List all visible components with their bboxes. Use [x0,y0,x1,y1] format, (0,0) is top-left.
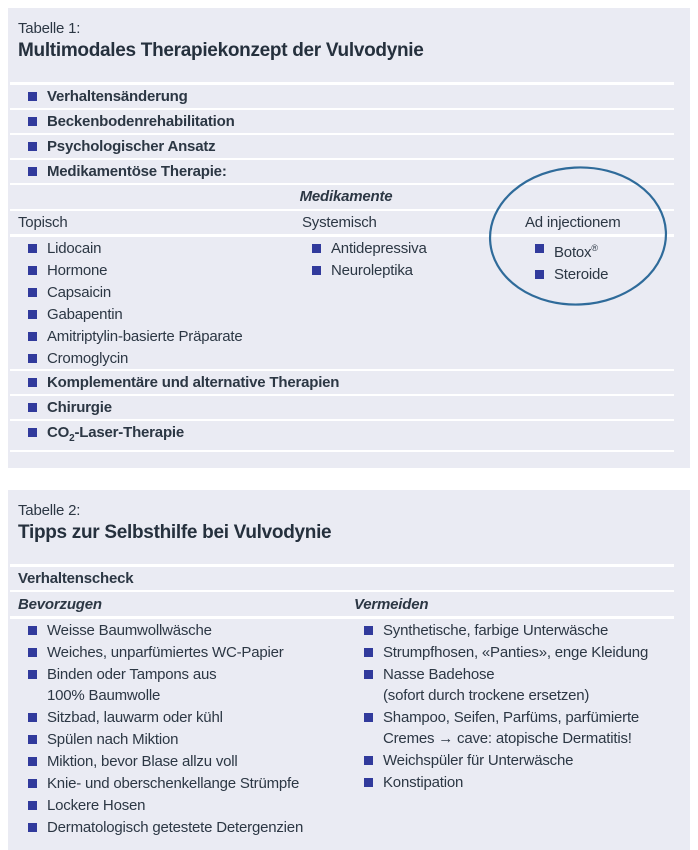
item-label: Lidocain [47,240,102,257]
item-label [383,772,463,793]
item-line1: Shampoo, Seifen, Parfüms, parfümierte [383,709,640,726]
item-label [47,422,184,449]
item-label: Steroide [554,266,609,283]
column-topisch [18,237,302,369]
item-label [383,750,573,771]
medication-columns [18,237,674,369]
table1-label: Tabelle 1: [18,20,81,37]
bullet-icon [312,244,321,253]
bullet-icon [535,270,544,279]
item-label: Psychologischer Ansatz [47,138,216,155]
list-item [18,259,302,281]
item-label [47,620,212,641]
list-item [18,619,354,641]
list-item [302,237,525,259]
item-label [47,795,145,816]
list-item [354,706,674,749]
table1-title: Multimodales Therapiekonzept der Vulvodynie [18,40,424,61]
item-line1: Knie- und oberschenkellange Strümpfe [47,775,300,792]
column-header-row [18,592,674,616]
column-bevorzugen [18,619,354,838]
item-label [47,642,284,663]
item-line1: Sitzbad, lauwarm oder kühl [47,709,223,726]
list-item [18,347,302,369]
column-header-row [18,211,674,234]
co2-post: -Laser-Therapie [74,424,185,441]
bullet-icon [312,266,321,275]
table2-title: Tipps zur Selbsthilfe bei Vulvodynie [18,522,332,543]
item-line2: (sofort durch trockene ersetzen) [383,687,590,704]
item-label [383,707,639,749]
item-line2: Cremes → cave: atopische Dermatitis! [383,730,632,747]
column-header-topisch: Topisch [18,214,68,231]
bullet-icon [28,626,37,635]
list-item [18,728,354,750]
item-label [383,620,608,641]
registered-trademark-symbol: ® [591,243,598,253]
bullet-icon [28,779,37,788]
bullet-icon [28,757,37,766]
bullet-icon [364,756,373,765]
bullet-icon [28,378,37,387]
bullet-icon [28,648,37,657]
column-systemisch [302,237,525,369]
item-label: Komplementäre und alternative Therapien [47,374,340,391]
bullet-icon [28,117,37,126]
item-label [47,664,216,706]
column-ad-injectionem [525,237,674,369]
bullet-icon [28,403,37,412]
item-line1: Konstipation [383,774,464,791]
list-item [18,325,302,347]
list-item [302,259,525,281]
bullet-icon [28,332,37,341]
list-item [525,237,674,263]
column-header-bevorzugen: Bevorzugen [18,596,102,613]
item-label: Medikamentöse Therapie: [47,163,227,180]
item-label: Gabapentin [47,306,123,323]
item-line1: Weiches, unparfümiertes WC-Papier [47,644,284,661]
bullet-icon [28,823,37,832]
bullet-icon [364,778,373,787]
item-label: Antidepressiva [331,240,427,257]
bullet-icon [28,354,37,363]
table1-panel [8,8,690,468]
column-header-ad-injectionem: Ad injectionem [525,214,621,231]
list-item [18,160,674,183]
bullet-icon [364,626,373,635]
item-label: Capsaicin [47,284,112,301]
list-item [18,371,674,394]
bullet-icon [535,244,544,253]
item-label [383,642,648,663]
item-line1: Lockere Hosen [47,797,146,814]
panel-bottom-spacer [18,452,674,456]
list-item [354,641,674,663]
list-item [18,135,674,158]
medication-subheader: Medikamente [299,188,393,205]
item-label [47,707,223,728]
list-item [18,706,354,728]
co2-pre: CO [47,424,70,441]
item-label: Neuroleptika [331,262,413,279]
bullet-icon [28,92,37,101]
item-line2: 100% Baumwolle [47,687,161,704]
list-item [18,85,674,108]
list-item [18,396,674,419]
tips-columns [18,619,674,838]
section-header: Verhaltenscheck [18,570,134,587]
list-item [18,303,302,325]
item-label: Cromoglycin [47,350,129,367]
list-item [18,237,302,259]
item-line1: Binden oder Tampons aus [47,666,217,683]
item-label: Beckenbodenrehabilitation [47,113,235,130]
list-item [354,749,674,771]
bullet-icon [28,167,37,176]
bullet-icon [28,142,37,151]
item-label: Hormone [47,262,108,279]
list-item [525,263,674,285]
list-item [18,110,674,133]
section-header-row [18,567,674,590]
bullet-icon [28,735,37,744]
item-label [47,729,178,750]
item-label [383,664,589,706]
item-label: Amitriptylin-basierte Präparate [47,328,243,345]
item-label [47,773,299,794]
column-header-vermeiden: Vermeiden [354,596,429,613]
bullet-icon [364,670,373,679]
bullet-icon [28,428,37,437]
item-line1: Weisse Baumwollwäsche [47,622,212,639]
list-item [18,641,354,663]
item-label: Chirurgie [47,399,112,416]
list-item [18,816,354,838]
bullet-icon [28,310,37,319]
list-item [354,619,674,641]
bullet-icon [364,648,373,657]
item-line1: Miktion, bevor Blase allzu voll [47,753,238,770]
list-item [18,663,354,706]
document-page [0,8,698,836]
list-item [354,771,674,793]
list-item [18,750,354,772]
table2-label: Tabelle 2: [18,502,81,519]
bullet-icon [28,713,37,722]
co2-subscript: 2 [69,433,75,444]
list-item [18,772,354,794]
item-line1: Synthetische, farbige Unterwäsche [383,622,609,639]
bullet-icon [28,670,37,679]
column-vermeiden [354,619,674,838]
item-line1: Weichspüler für Unterwäsche [383,752,574,769]
column-header-systemisch: Systemisch [302,214,377,231]
list-item [18,281,302,303]
list-item [18,794,354,816]
botox-label: Botox [554,244,592,261]
item-label [47,817,303,838]
item-line1: Nasse Badehose [383,666,495,683]
item-line1: Strumpfhosen, «Panties», enge Kleidung [383,644,649,661]
item-line1: Dermatologisch getestete Detergenzien [47,819,304,836]
bullet-icon [28,244,37,253]
item-label [47,751,238,772]
bullet-icon [28,266,37,275]
item-label [554,238,598,263]
list-item [18,421,674,450]
list-item [354,663,674,706]
bullet-icon [364,713,373,722]
item-line1: Spülen nach Miktion [47,731,179,748]
item-label: Verhaltensänderung [47,88,188,105]
bullet-icon [28,288,37,297]
table2-panel [8,490,690,850]
bullet-icon [28,801,37,810]
